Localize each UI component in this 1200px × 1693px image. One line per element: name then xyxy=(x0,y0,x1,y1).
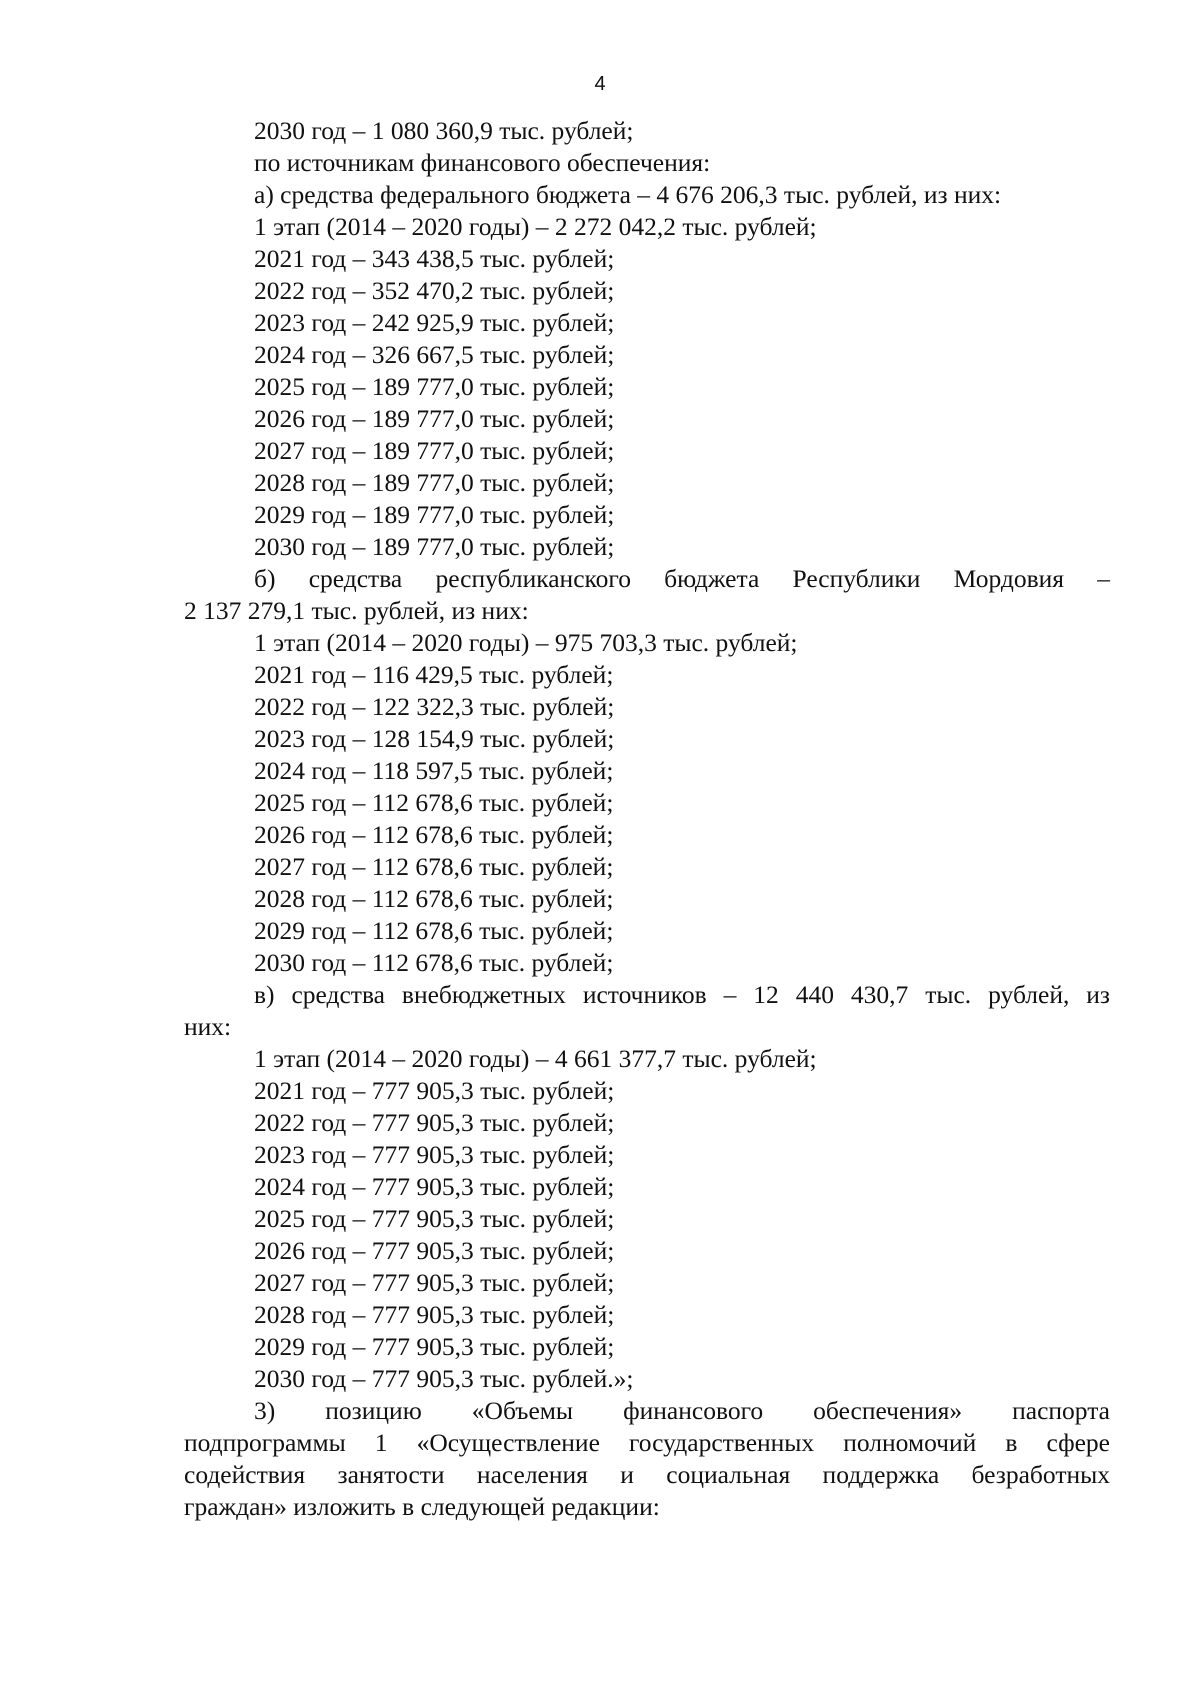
list-item: 1 этап (2014 – 2020 годы) – 2 272 042,2 тыс. рублей; xyxy=(254,212,817,241)
list-item: 2025 год – 777 905,3 тыс. рублей; xyxy=(254,1204,615,1233)
list-item: 2023 год – 242 925,9 тыс. рублей; xyxy=(254,308,615,337)
list-item: 2027 год – 112 678,6 тыс. рублей; xyxy=(254,852,614,881)
list-item: 2028 год – 112 678,6 тыс. рублей; xyxy=(254,884,614,913)
list-item: 2022 год – 122 322,3 тыс. рублей; xyxy=(254,692,615,721)
republican-heading-cont: 2 137 279,1 тыс. рублей, из них: xyxy=(184,596,529,625)
text-line: 2030 год – 1 080 360,9 тыс. рублей; xyxy=(254,116,634,145)
list-item: 2023 год – 777 905,3 тыс. рублей; xyxy=(254,1140,615,1169)
republican-heading: б) средства республиканского бюджета Республики Мордовия – xyxy=(254,564,1110,593)
list-item: 2025 год – 112 678,6 тыс. рублей; xyxy=(254,788,614,817)
list-item: 2029 год – 189 777,0 тыс. рублей; xyxy=(254,500,615,529)
list-item: 2030 год – 112 678,6 тыс. рублей; xyxy=(254,948,614,977)
list-item: 1 этап (2014 – 2020 годы) – 4 661 377,7 тыс. рублей; xyxy=(254,1044,817,1073)
list-item: 2028 год – 189 777,0 тыс. рублей; xyxy=(254,468,615,497)
republican-list xyxy=(184,627,1110,979)
list-item: 2025 год – 189 777,0 тыс. рублей; xyxy=(254,372,615,401)
list-item: 2029 год – 112 678,6 тыс. рублей; xyxy=(254,916,614,945)
list-item: 2021 год – 777 905,3 тыс. рублей; xyxy=(254,1076,615,1105)
text-line: по источникам финансового обеспечения: xyxy=(254,148,711,177)
extrabudgetary-heading-cont: них: xyxy=(184,1012,232,1041)
list-item: 2026 год – 189 777,0 тыс. рублей; xyxy=(254,404,615,433)
list-item: 2024 год – 326 667,5 тыс. рублей; xyxy=(254,340,615,369)
list-item: 2021 год – 116 429,5 тыс. рублей; xyxy=(254,660,614,689)
federal-heading: а) средства федерального бюджета – 4 676 206,3 тыс. рублей, из них: xyxy=(254,180,1002,209)
closing-paragraph-line: граждан» изложить в следующей редакции: xyxy=(184,1492,660,1521)
list-item: 2026 год – 777 905,3 тыс. рублей; xyxy=(254,1236,615,1265)
list-item: 2028 год – 777 905,3 тыс. рублей; xyxy=(254,1300,615,1329)
closing-paragraph-line: 3) позицию «Объемы финансового обеспечения» паспорта xyxy=(254,1396,1110,1425)
extrabudgetary-heading: в) средства внебюджетных источников – 12 440 430,7 тыс. рублей, из xyxy=(254,980,1110,1009)
list-item: 2026 год – 112 678,6 тыс. рублей; xyxy=(254,820,614,849)
document-body xyxy=(184,115,1110,1523)
federal-list xyxy=(184,211,1110,563)
extrabudgetary-list xyxy=(184,1043,1110,1395)
list-item: 2022 год – 777 905,3 тыс. рублей; xyxy=(254,1108,615,1137)
closing-paragraph-line: подпрограммы 1 «Осуществление государственных полномочий в сфере xyxy=(184,1428,1110,1457)
closing-paragraph-line: содействия занятости населения и социальная поддержка безработных xyxy=(184,1460,1110,1489)
list-item: 2024 год – 118 597,5 тыс. рублей; xyxy=(254,756,614,785)
list-item: 2024 год – 777 905,3 тыс. рублей; xyxy=(254,1172,615,1201)
list-item: 2022 год – 352 470,2 тыс. рублей; xyxy=(254,276,615,305)
page-number: 4 xyxy=(594,73,606,95)
list-item: 2023 год – 128 154,9 тыс. рублей; xyxy=(254,724,615,753)
list-item: 2027 год – 189 777,0 тыс. рублей; xyxy=(254,436,615,465)
list-item: 2029 год – 777 905,3 тыс. рублей; xyxy=(254,1332,615,1361)
list-item: 2021 год – 343 438,5 тыс. рублей; xyxy=(254,244,615,273)
list-item: 1 этап (2014 – 2020 годы) – 975 703,3 тыс. рублей; xyxy=(254,628,798,657)
list-item: 2030 год – 777 905,3 тыс. рублей.»; xyxy=(254,1364,634,1393)
list-item: 2027 год – 777 905,3 тыс. рублей; xyxy=(254,1268,615,1297)
list-item: 2030 год – 189 777,0 тыс. рублей; xyxy=(254,532,615,561)
